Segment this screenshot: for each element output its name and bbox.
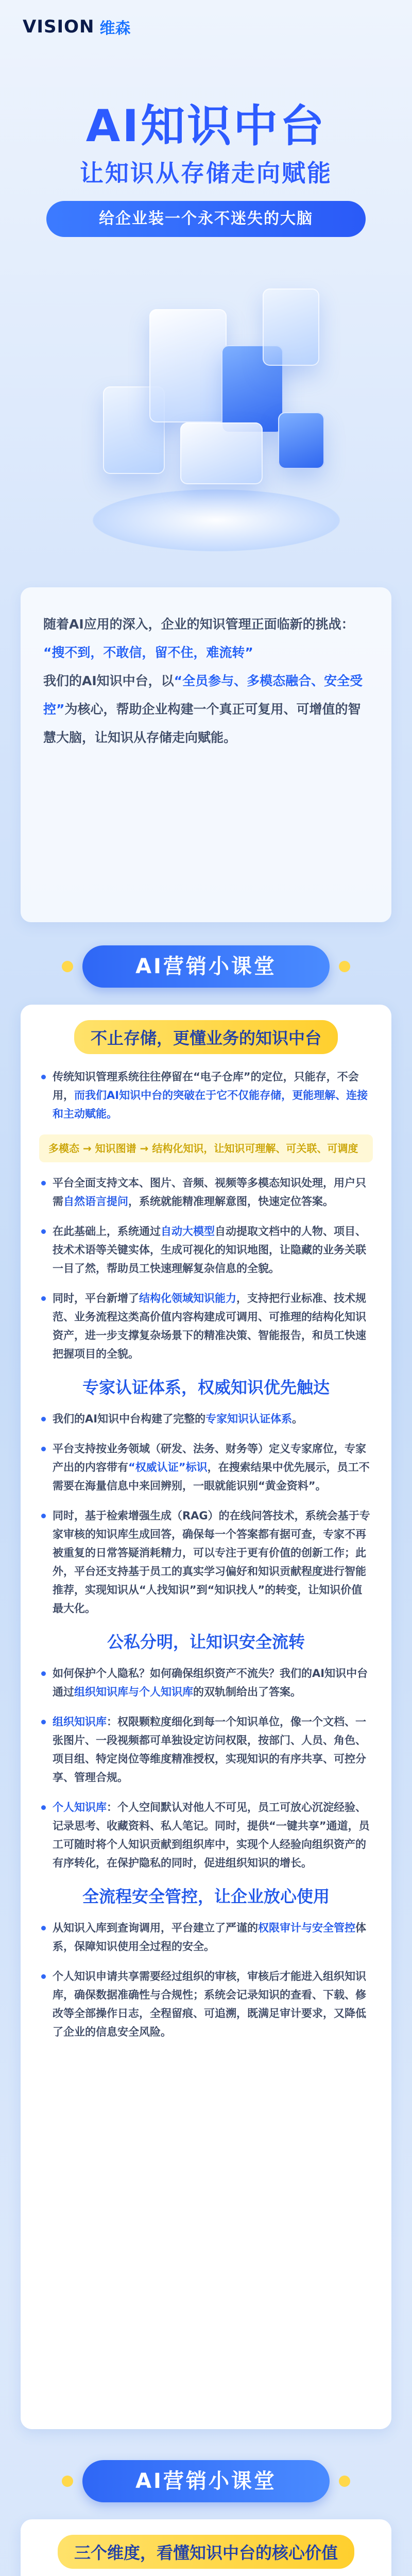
intro-challenges: “搜不到，不敢信，留不住，难流转” (43, 645, 253, 660)
list-highlight: 权限审计与安全管控 (258, 1922, 355, 1934)
list-item (39, 1410, 373, 1428)
list-item (39, 1222, 373, 1278)
list-text: 平台全面支持文本、图片、音频、视频等多模态知识处理，用户只需 (53, 1177, 366, 1208)
list-highlight: 而我们AI知识中台的突破在于它不仅能存储，更能理解、连接和主动赋能。 (53, 1089, 368, 1120)
list-text: 传统知识管理系统往往停留在“电子仓库”的定位，只能存，不会用， (53, 1071, 359, 1101)
list-text: 的双轨制给出了答案。 (193, 1686, 301, 1698)
list-text: 同时，基于检索增强生成（RAG）的在线问答技术，系统会基于专家审核的知识库生成回答，确保每一个答案都有据可查，专家不再被重复的日常答疑消耗精力，可以专注于更有价值的创新工作；此外，平台还支持基于员工的真实学习偏好和知识贡献程度进行智能推荐，实现知识从“人找知识”到“知识找人”的转变，让知识价值最大化。 (53, 1510, 370, 1615)
brand-logo-cn: 维森 (99, 20, 131, 38)
list-item (39, 1067, 373, 1123)
list-text: ：权限颗粒度细化到每一个知识单位，像一个文档、一张图片、一段视频都可单独设定访问权限，按部门、人员、角色、项目组、特定岗位等维度精准授权，实现知识的有序共享、可控分享、管理合规。 (53, 1716, 366, 1784)
list-item (39, 1798, 373, 1872)
cube-shape (278, 412, 324, 469)
brand-header (23, 15, 130, 38)
intro-text: 随着AI应用的深入，企业的知识管理正面临新的挑战： (43, 617, 354, 632)
list-text: 自动提取文档中的人物、项目、技术术语等关键实体，生成可视化的知识地图，让隐藏的业务关联一目了然，帮助员工快速理解复杂信息的全貌。 (53, 1225, 366, 1275)
list-text: ：个人空间默认对他人不可见，员工可放心沉淀经验、记录思考、收藏资料、私人笔记。同时，提供“一键共享”通道，员工可随时将个人知识贡献到组织库中，实现个人经验向组织资产的有序转化，在保护隐私的同时，促进组织知识的增长。 (53, 1801, 370, 1869)
list-highlight: 组织知识库与个人知识库 (74, 1686, 193, 1698)
subsection-title: 全流程安全管控，让企业放心使用 (82, 1887, 330, 1906)
intro-text-part: 为核心，帮助企业构建一个真正可复用、可增值的智慧大脑，让知识从存储走向赋能。 (43, 702, 361, 745)
list-item (39, 1439, 373, 1495)
list-text: 从知识入库到查询调用，平台建立了严谨的 (53, 1922, 258, 1934)
list-text: 如何保护个人隐私？如何确保组织资产不流失？我们的AI知识中台通过 (53, 1667, 368, 1698)
list-highlight: 专家知识认证体系 (205, 1413, 293, 1425)
list-highlight: 自然语言提问 (63, 1195, 128, 1208)
subsection-title: 专家认证体系，权威知识优先触达 (82, 1378, 330, 1397)
list-text: 体系，保障知识使用全过程的安全。 (53, 1922, 366, 1953)
list-item (39, 1506, 373, 1618)
list-item (39, 1664, 373, 1701)
list-text: ，支持把行业标准、技术规范、业务流程这类高价值内容构建成可调用、可推理的结构化知识资产，进一步支撑复杂场景下的精准决策、智能报告，和员工快速把握项目的全貌。 (53, 1292, 366, 1360)
list-text: 在此基础上，系统通过 (53, 1225, 161, 1238)
hero-subtitle: 让知识从存储走向赋能 (80, 159, 332, 187)
note-box: 多模态 → 知识图谱 → 结构化知识，让知识可理解、可关联、可调度 (39, 1134, 373, 1162)
list-text: 个人知识申请共享需要经过组织的审核，审核后才能进入组织知识库，确保数据准确性与合规性；系统会记录知识的查看、下载、修改等全部操作日志，全程留痕、可追溯，既满足审计要求，又降低了企业的信息安全风险。 (53, 1970, 366, 2038)
section2-panel (21, 2519, 391, 2576)
section-pill: 三个维度，看懂知识中台的核心价值 (58, 2535, 354, 2569)
list-text: ，系统就能精准理解意图，快速定位答案。 (128, 1195, 334, 1208)
list-highlight: “权威认证”标识 (128, 1461, 208, 1473)
section-banner: AI营销小课堂 (82, 945, 330, 988)
list-text: 同时，平台新增了 (53, 1292, 139, 1304)
brand-logo-en: VISION (23, 16, 95, 37)
list-text: 平台支持按业务领域（研发、法务、财务等）定义专家席位，专家产出的内容带有 (53, 1443, 366, 1473)
list-text: ，在搜索结果中优先展示，员工不需要在海量信息中来回辨别，一眼就能识别“黄金资料”。 (53, 1461, 370, 1492)
list-item (39, 1919, 373, 1956)
section-pill: 不止存储，更懂业务的知识中台 (74, 1020, 338, 1054)
intro-highlight: “全员参与、多模态融合、安全受控” (43, 673, 363, 717)
list-item (39, 1967, 373, 2041)
cube-shape (180, 422, 263, 484)
list-highlight: 自动大模型 (161, 1225, 215, 1238)
list-text: 我们的AI知识中台构建了完整的 (53, 1413, 206, 1425)
list-text: 。 (292, 1413, 303, 1425)
hero-tagline: 给企业装一个永不迷失的大脑 (46, 201, 366, 237)
list-item (39, 1174, 373, 1211)
list-highlight: 个人知识库 (53, 1801, 107, 1814)
intro-text-part: 我们的AI知识中台，以 (43, 673, 174, 688)
hero-title: AI知识中台 (85, 100, 327, 152)
list-highlight: 组织知识库 (53, 1716, 107, 1728)
list-item (39, 1289, 373, 1363)
cube-shape (263, 289, 319, 366)
cube-shape (149, 309, 227, 422)
list-item (39, 1713, 373, 1787)
subsection-title: 公私分明，让知识安全流转 (107, 1632, 305, 1652)
intro-card (21, 587, 391, 922)
section1-panel (21, 1005, 391, 2429)
intro-text (43, 667, 369, 752)
section-banner: AI营销小课堂 (82, 2460, 330, 2502)
list-highlight: 结构化领域知识能力 (139, 1292, 236, 1304)
illustration-platform (93, 489, 340, 551)
hero-illustration (82, 268, 350, 577)
